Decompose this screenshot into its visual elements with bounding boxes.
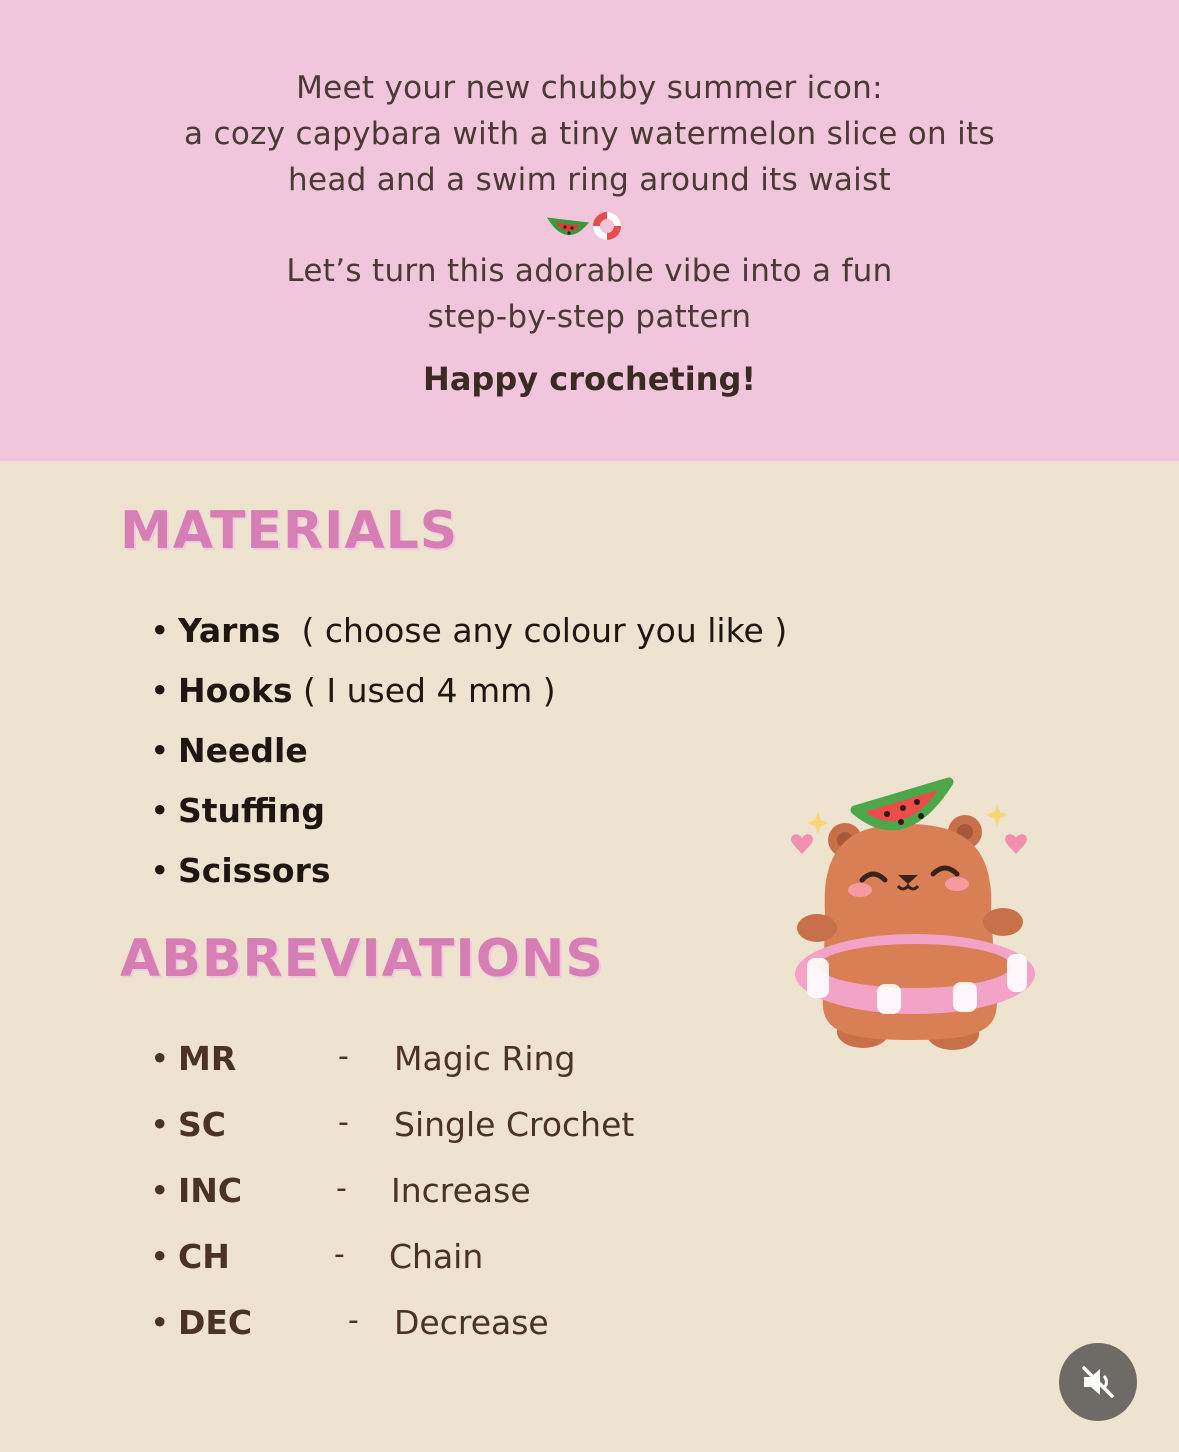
- bullet: •: [150, 671, 170, 710]
- list-item: [150, 731, 308, 770]
- material-name: Stuffing: [178, 791, 325, 830]
- table-row: [150, 1171, 750, 1221]
- material-name: Yarns: [178, 611, 281, 650]
- abbr-dash: -: [334, 1237, 345, 1272]
- bullet: •: [150, 611, 170, 650]
- intro-line-2: a cozy capybara with a tiny watermelon slice on its: [184, 116, 995, 152]
- abbr-meaning: Increase: [391, 1171, 531, 1210]
- intro-line-3: head and a swim ring around its waist: [288, 162, 891, 198]
- bullet: •: [150, 731, 170, 770]
- abbr-dash: -: [338, 1105, 349, 1140]
- material-name: Scissors: [178, 851, 331, 890]
- abbreviations-heading: ABBREVIATIONS: [120, 929, 604, 989]
- abbr-code: SC: [178, 1105, 226, 1144]
- material-note: ( I used 4 mm ): [292, 671, 556, 710]
- abbr-dash: -: [336, 1171, 347, 1206]
- list-item: [150, 791, 325, 830]
- abbr-code: CH: [178, 1237, 230, 1276]
- abbr-meaning: Single Crochet: [394, 1105, 635, 1144]
- table-row: [150, 1105, 750, 1155]
- abbr-meaning: Decrease: [394, 1303, 549, 1342]
- abbr-code: MR: [178, 1039, 237, 1078]
- intro-line-1: Meet your new chubby summer icon:: [296, 70, 883, 106]
- table-row: [150, 1039, 750, 1089]
- material-name: Needle: [178, 731, 308, 770]
- abbr-code: INC: [178, 1171, 243, 1210]
- material-name: Hooks: [178, 671, 293, 710]
- list-item: [150, 671, 556, 710]
- abbr-meaning: Magic Ring: [394, 1039, 576, 1078]
- bullet: •: [150, 1039, 170, 1078]
- material-note: ( choose any colour you like ): [280, 611, 788, 650]
- list-item: [150, 611, 787, 650]
- bullet: •: [150, 1171, 170, 1210]
- mute-button[interactable]: [1059, 1343, 1137, 1421]
- watermelon-icon: [551, 220, 585, 235]
- bullet: •: [150, 1237, 170, 1276]
- abbr-meaning: Chain: [389, 1237, 484, 1276]
- intro-panel: [0, 0, 1179, 461]
- list-item: [150, 851, 331, 890]
- table-row: [150, 1237, 750, 1287]
- abbr-code: DEC: [178, 1303, 253, 1342]
- bullet: •: [150, 851, 170, 890]
- life-ring-icon: [593, 212, 621, 240]
- bullet: •: [150, 791, 170, 830]
- emoji-row: [545, 206, 635, 246]
- materials-heading: MATERIALS: [120, 501, 459, 561]
- abbr-dash: -: [348, 1303, 359, 1338]
- abbr-dash: -: [338, 1039, 349, 1074]
- capybara-watermelon-swim-ring-icon: [785, 762, 1050, 1062]
- closing-text: Happy crocheting!: [423, 360, 756, 398]
- bullet: •: [150, 1303, 170, 1342]
- bullet: •: [150, 1105, 170, 1144]
- table-row: [150, 1303, 750, 1353]
- intro-line-5: step-by-step pattern: [427, 299, 752, 335]
- intro-emojis: [0, 206, 1179, 246]
- muted-speaker-icon: [1078, 1362, 1118, 1402]
- intro-line-4: Let’s turn this adorable vibe into a fun: [286, 253, 893, 289]
